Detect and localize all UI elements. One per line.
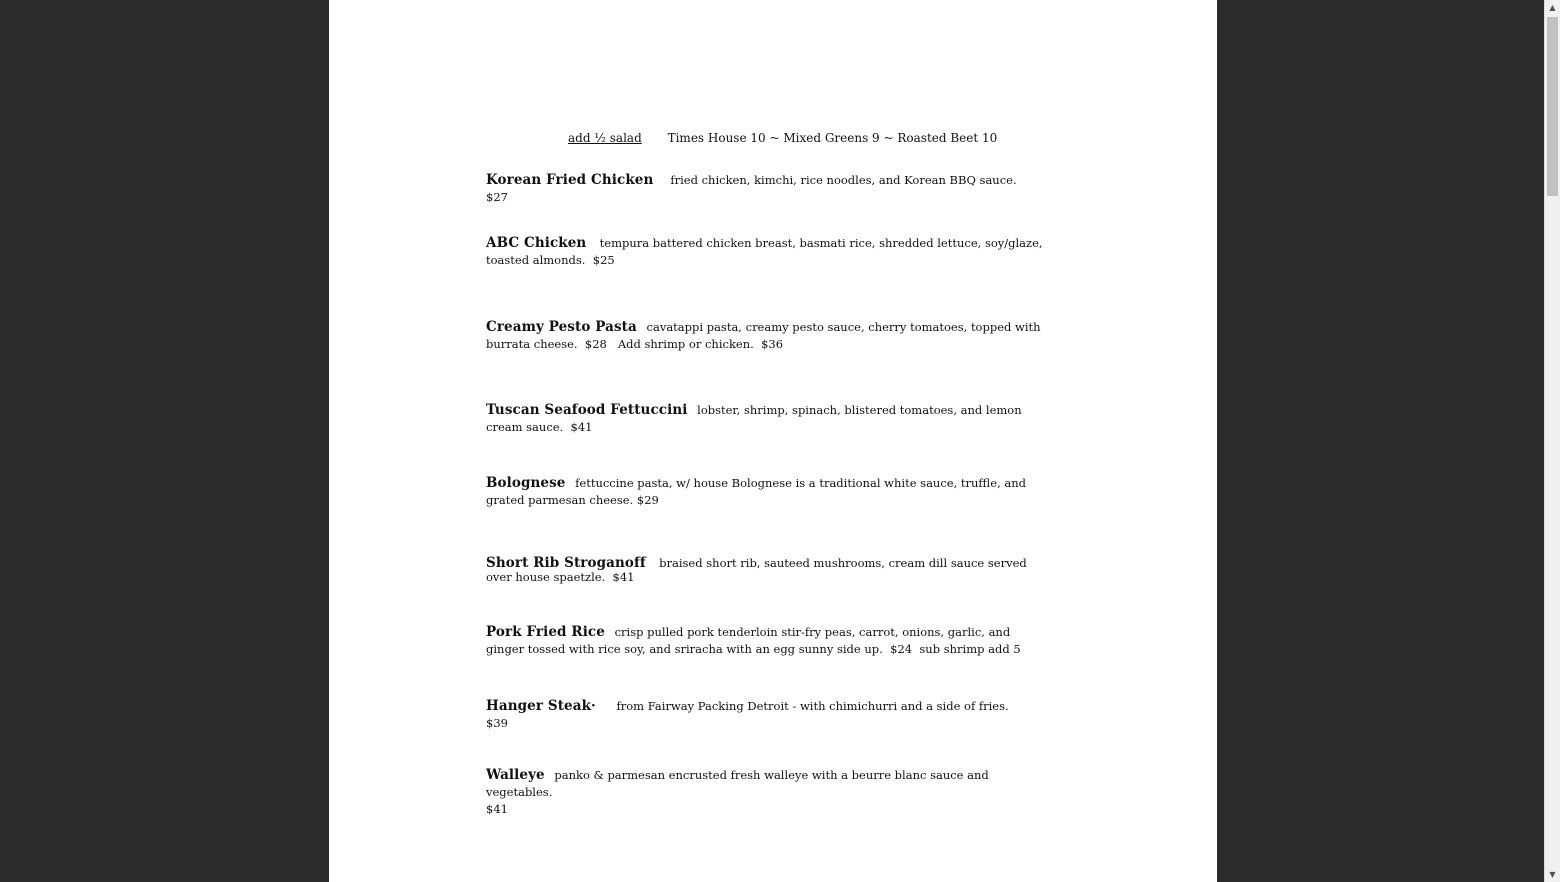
menu-item-price: $29: [636, 493, 659, 507]
menu-item-description: fettuccine pasta, w/ house Bolognese is a traditional white sauce, truffle, and grated parmesan cheese.: [486, 476, 1026, 507]
vertical-scrollbar[interactable]: [1544, 0, 1560, 882]
menu-item-description: panko & parmesan encrusted fresh walleye with a beurre blanc sauce and vegetables.: [486, 768, 989, 799]
menu-item-walleye: [486, 767, 1046, 818]
menu-item-hanger-steak: [486, 698, 1046, 732]
menu-item-price: $24: [890, 642, 913, 656]
menu-item-pork-fried-rice: [486, 624, 1046, 658]
menu-item-creamy-pesto-pasta: [486, 319, 1046, 353]
menu-item-name: Bolognese: [486, 475, 566, 491]
menu-item-abc-chicken: [486, 235, 1046, 269]
scroll-down-arrow-icon[interactable]: ▼: [1549, 870, 1556, 879]
scroll-up-arrow-icon[interactable]: ▲: [1549, 3, 1556, 12]
menu-item-price: $41: [570, 420, 593, 434]
menu-item-name: Pork Fried Rice: [486, 624, 605, 640]
menu-item-short-rib-stroganoff: [486, 556, 1046, 584]
menu-item-description: from Fairway Packing Detroit - with chimichurri and a side of fries.: [616, 699, 1009, 713]
menu-item-price: $28: [584, 337, 607, 351]
menu-item-addon-price: $36: [761, 337, 784, 351]
menu-item-name: Walleye: [486, 767, 545, 783]
menu-item-description: lobster, shrimp, spinach, blistered tomatoes, and lemon cream sauce.: [486, 403, 1022, 434]
menu-item-name: Creamy Pesto Pasta: [486, 319, 637, 335]
menu-item-name: Korean Fried Chicken: [486, 172, 654, 188]
menu-item-price: $41: [486, 802, 508, 816]
menu-item-price: $41: [612, 570, 635, 584]
menu-item-tuscan-seafood-fettuccini: [486, 402, 1046, 436]
menu-item-bolognese: [486, 475, 1046, 509]
menu-item-korean-fried-chicken: [486, 172, 1046, 206]
salad-addon-label: add ½ salad: [568, 131, 642, 145]
menu-item-price: $39: [486, 716, 508, 730]
menu-item-name: Short Rib Stroganoff: [486, 555, 646, 571]
scrollbar-thumb[interactable]: [1547, 17, 1558, 196]
menu-item-description: braised short rib, sauteed mushrooms, cream dill sauce served over house spaetzle.: [486, 556, 1027, 584]
menu-item-price: $25: [592, 253, 615, 267]
menu-item-name: Hanger Steak·: [486, 698, 596, 714]
menu-item-addon: sub shrimp add 5: [919, 642, 1021, 656]
menu-item-description: tempura battered chicken breast, basmati rice, shredded lettuce, soy/glaze, toasted almonds.: [486, 236, 1043, 267]
menu-item-name: Tuscan Seafood Fettuccini: [486, 402, 688, 418]
menu-item-description: crisp pulled pork tenderloin stir-fry peas, carrot, onions, garlic, and ginger tossed with rice soy, and sriracha with an egg sunny side up.: [486, 625, 1011, 656]
salad-options: Times House 10 ~ Mixed Greens 9 ~ Roasted Beet 10: [667, 131, 998, 145]
menu-item-addon: Add shrimp or chicken.: [617, 337, 754, 351]
menu-item-price: $27: [486, 190, 508, 204]
menu-item-description: cavatappi pasta, creamy pesto sauce, cherry tomatoes, topped with burrata cheese.: [486, 320, 1041, 351]
menu-page: [329, 0, 1217, 882]
salad-addon-line: [568, 131, 997, 145]
menu-item-name: ABC Chicken: [486, 235, 587, 251]
menu-item-description: fried chicken, kimchi, rice noodles, and Korean BBQ sauce.: [670, 173, 1017, 187]
